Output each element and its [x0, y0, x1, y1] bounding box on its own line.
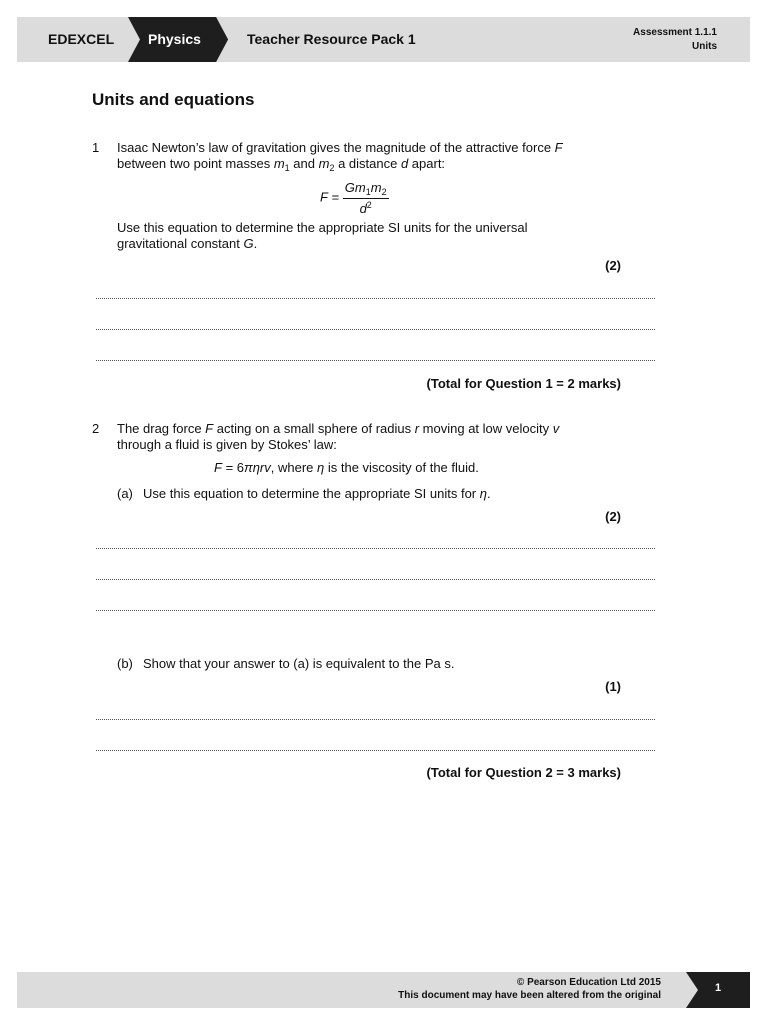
eq-numerator — [343, 180, 389, 199]
q1-text: between two point masses — [117, 156, 274, 171]
assessment-info — [633, 26, 717, 54]
q1-text: apart: — [408, 156, 446, 171]
q2-var-F: F — [205, 421, 214, 436]
q2-text: acting on a small sphere of radius — [213, 421, 415, 436]
answer-line[interactable] — [96, 329, 655, 330]
stokes-equation — [214, 460, 479, 476]
eq-m: m — [370, 180, 382, 195]
eq-F: F — [214, 460, 222, 475]
eq-d: d — [359, 201, 367, 216]
question-1-intro — [117, 140, 637, 176]
q1-var-G: G — [243, 236, 254, 251]
q2-text: The drag force — [117, 421, 206, 436]
question-2-number: 2 — [92, 421, 100, 436]
q1-text: and — [289, 156, 319, 171]
q2a-label: (a) — [117, 486, 133, 501]
q2b-marks: (1) — [605, 679, 621, 694]
q2a-period: . — [486, 486, 491, 501]
q1-task-line2: gravitational constant — [117, 236, 244, 251]
assessment-number: Assessment 1.1.1 — [633, 27, 717, 38]
q1-task-line1: Use this equation to determine the appropriate SI units for the universal — [117, 220, 528, 235]
q1-sub: 2 — [329, 163, 335, 173]
eq-text: , where — [270, 460, 318, 475]
q2-total: (Total for Question 2 = 3 marks) — [426, 765, 621, 780]
eq-eta: η — [317, 460, 325, 475]
footer-text — [398, 976, 661, 1002]
q2a-marks: (2) — [605, 509, 621, 524]
q1-var-F: F — [554, 140, 563, 155]
q2-var-r: r — [414, 421, 420, 436]
question-1-task — [117, 220, 637, 252]
q2-var-v: v — [552, 421, 560, 436]
eq-equals: = — [327, 189, 343, 205]
eq-mid: = 6 — [221, 460, 244, 475]
answer-line[interactable] — [96, 360, 655, 361]
q2a-prompt: Use this equation to determine the appropriate SI units for — [143, 486, 480, 501]
q1-var-d: d — [400, 156, 409, 171]
question-2-intro — [117, 421, 637, 453]
eq-vars: πηrv — [244, 460, 271, 475]
eq-fraction — [343, 180, 389, 216]
q1-marks: (2) — [605, 258, 621, 273]
copyright: © Pearson Education Ltd 2015 — [516, 977, 661, 988]
answer-line[interactable] — [96, 548, 655, 549]
brand-label: EDEXCEL — [48, 31, 115, 47]
eq-G: Gm — [344, 180, 366, 195]
q1-var-m1: m — [273, 156, 285, 171]
q1-var-m2: m — [318, 156, 330, 171]
eq-text: is the viscosity of the fluid. — [324, 460, 479, 475]
eq-sub: 1 — [365, 187, 371, 197]
q1-total: (Total for Question 1 = 2 marks) — [426, 376, 621, 391]
q2-text: moving at low velocity — [419, 421, 553, 436]
q2a-eta: η — [479, 486, 487, 501]
answer-line[interactable] — [96, 298, 655, 299]
eq-lhs: F — [320, 189, 328, 205]
q2b-label: (b) — [117, 656, 133, 671]
assessment-topic: Units — [692, 41, 717, 52]
q1-sub: 1 — [284, 163, 290, 173]
question-1-number: 1 — [92, 140, 100, 155]
altered-notice: This document may have been altered from the original — [398, 990, 661, 1001]
eq-pow: 2 — [366, 200, 372, 210]
answer-line[interactable] — [96, 610, 655, 611]
q1-text: a distance — [334, 156, 401, 171]
q2b-text: Show that your answer to (a) is equivalent to the Pa s. — [143, 656, 455, 671]
pack-title: Teacher Resource Pack 1 — [247, 31, 416, 47]
page-title: Units and equations — [92, 90, 255, 109]
q1-period: . — [253, 236, 258, 251]
answer-line[interactable] — [96, 719, 655, 720]
answer-line[interactable] — [96, 579, 655, 580]
answer-line[interactable] — [96, 750, 655, 751]
subject-label: Physics — [148, 31, 201, 47]
q1-text: Isaac Newton’s law of gravitation gives the magnitude of the attractive force — [117, 140, 555, 155]
eq-denominator — [343, 199, 389, 216]
q2a-text — [143, 486, 491, 502]
page-number: 1 — [714, 982, 722, 994]
gravitation-equation — [320, 180, 389, 216]
q2-text-line2: through a fluid is given by Stokes’ law: — [117, 437, 337, 452]
eq-sub: 2 — [381, 187, 387, 197]
